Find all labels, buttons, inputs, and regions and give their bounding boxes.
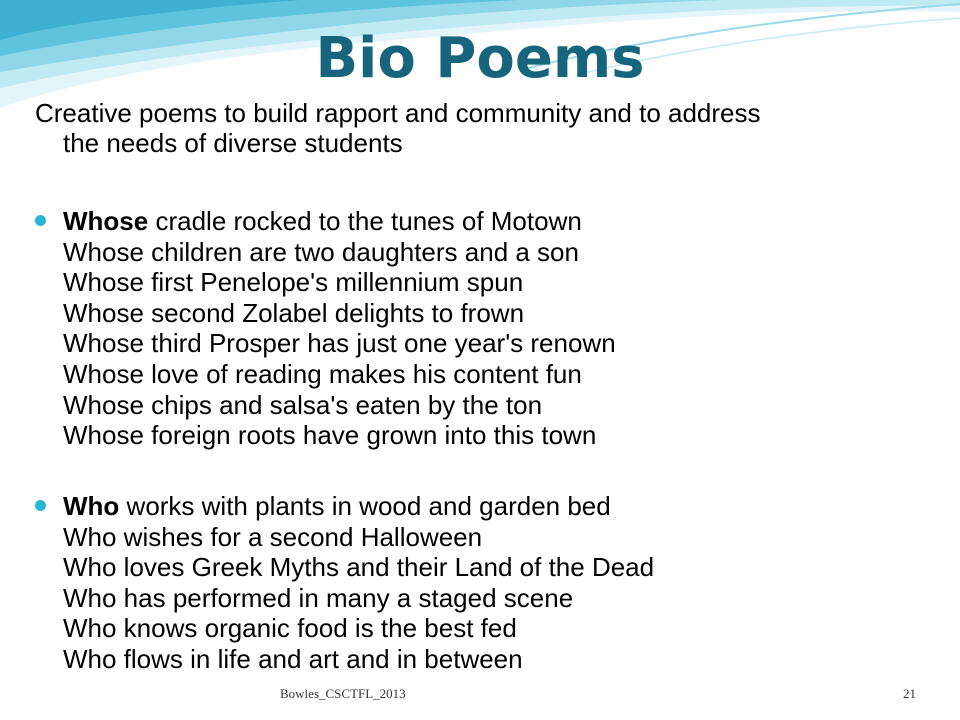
bullet-dot-icon <box>35 215 46 226</box>
bullet-who <box>35 491 935 675</box>
poem-line: Whose love of reading makes his content fun <box>63 358 582 389</box>
poem-line-rest: cradle rocked to the tunes of Motown <box>148 206 582 236</box>
poem-line: Whose children are two daughters and a son <box>63 236 579 267</box>
bullet-lead-word: Who <box>63 491 120 521</box>
poem-line <box>63 491 935 522</box>
intro-line: the needs of diverse students <box>63 128 403 158</box>
poem-line: Whose foreign roots have grown into this town <box>63 420 597 451</box>
poem-line: Whose third Prosper has just one year's renown <box>63 328 616 359</box>
intro-text <box>35 98 935 158</box>
footer-author: Bowles_CSCTFL_2013 <box>280 686 406 701</box>
slide-title: Bio Poems <box>315 26 645 91</box>
poem-line <box>63 206 935 237</box>
poem-line: Whose chips and salsa's eaten by the ton <box>63 389 543 420</box>
poem-line: Whose first Penelope's millennium spun <box>63 267 524 298</box>
poem-line: Who knows organic food is the best fed <box>63 613 517 644</box>
footer-page-number: 21 <box>903 686 916 701</box>
poem-line: Who has performed in many a staged scene <box>63 582 574 613</box>
intro-line: Creative poems to build rapport and community and to address <box>35 98 761 128</box>
poem-line: Who wishes for a second Halloween <box>63 521 483 552</box>
bullet-whose <box>35 206 935 451</box>
bullet-dot-icon <box>35 500 46 511</box>
poem-line: Whose second Zolabel delights to frown <box>63 297 525 328</box>
poem-line: Who flows in life and art and in between <box>63 643 523 674</box>
bullet-lead-word: Whose <box>63 206 149 236</box>
poem-line: Who loves Greek Myths and their Land of the Dead <box>63 552 655 583</box>
poem-line-rest: works with plants in wood and garden bed <box>119 491 611 521</box>
